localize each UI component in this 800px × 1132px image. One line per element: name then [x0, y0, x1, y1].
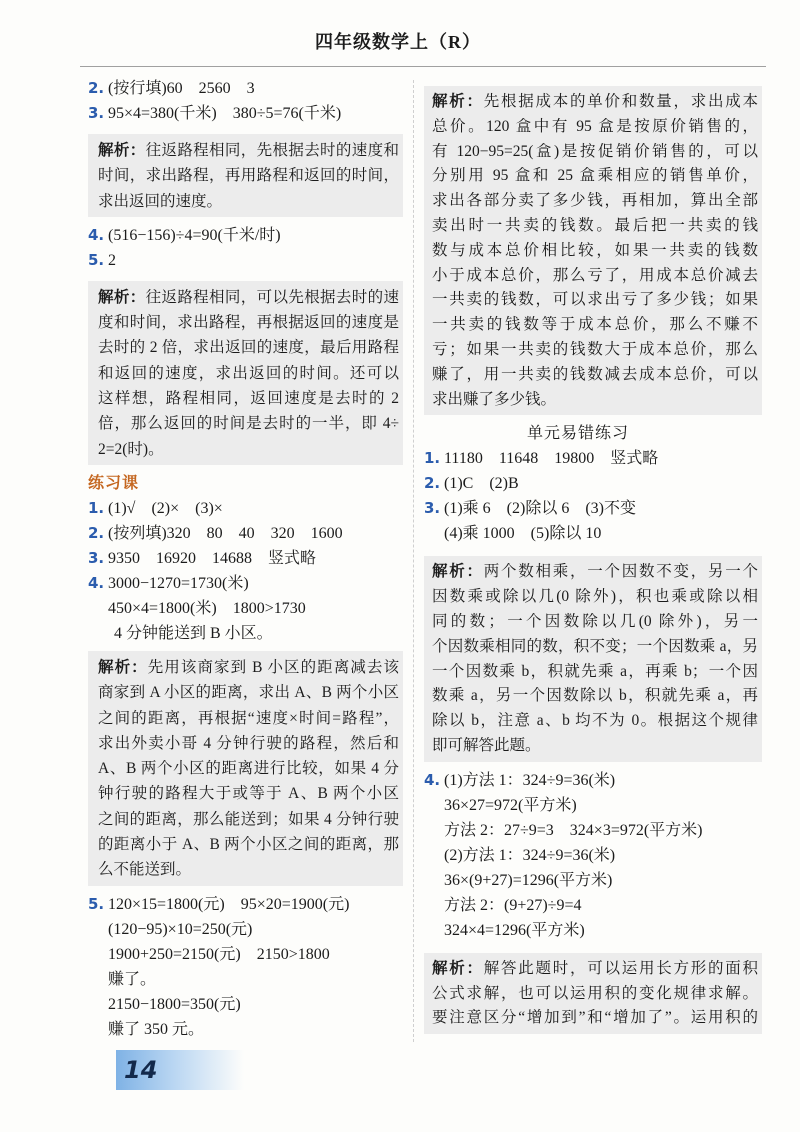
- analysis-text: 往返路程相同，先根据去时的速度和: [145, 142, 399, 159]
- analysis-line: 度和时间，求出路程，再根据返回的速度是: [98, 314, 399, 332]
- answer-text: 2: [108, 251, 116, 269]
- answer-line: 450×4=1800(米) 1800>1730: [108, 599, 306, 617]
- answer-item: [88, 571, 403, 596]
- answer-item: [88, 521, 403, 546]
- analysis-line: [432, 90, 758, 115]
- answer-number: 3.: [88, 548, 105, 567]
- answer-line: 1900+250=2150(元) 2150>1800: [108, 945, 330, 963]
- left-column: [88, 76, 403, 1042]
- answer-number: 4.: [88, 225, 105, 244]
- answer-number: 4.: [424, 770, 441, 789]
- analysis-line: 求出外卖小哥 4 分钟行驶的路程，然后和: [98, 734, 399, 752]
- answer-line: 36×(9+27)=1296(平方米): [444, 871, 613, 889]
- analysis-line: [432, 957, 758, 982]
- analysis-line: 去时的 2 倍，求出返回的速度，最后用路程: [98, 339, 399, 357]
- analysis-line: 钟行驶的路程大于或等于 A、B 两个小区: [98, 785, 399, 803]
- answer-item: [88, 101, 403, 126]
- answer-text: (1)C (2)B: [444, 475, 519, 493]
- page-number-badge: [116, 1050, 244, 1090]
- analysis-box: [424, 86, 762, 415]
- answer-text: (1)√ (2)× (3)×: [108, 499, 223, 517]
- analysis-line: [98, 655, 399, 680]
- section-title-practice: 练习课: [88, 474, 140, 492]
- answer-number: 2.: [88, 523, 105, 542]
- answer-text: 11180 11648 19800 竖式略: [444, 450, 659, 468]
- header-rule: [80, 66, 766, 67]
- answer-text: (按列填)320 80 40 320 1600: [108, 524, 343, 542]
- answer-item: [88, 76, 403, 101]
- answer-text: 9350 16920 14688 竖式略: [108, 549, 317, 567]
- analysis-line: 商家到 A 小区的距离，求出 A、B 两个小区: [98, 684, 399, 702]
- answer-text: (1)方法 1：324÷9=36(米): [444, 771, 616, 789]
- analysis-box: [88, 281, 403, 465]
- analysis-line: 小于成本总价，那么亏了，用成本总价减去: [432, 266, 758, 284]
- analysis-line: 赚了，用一共卖的钱数减去成本总价，可以: [432, 365, 758, 383]
- answer-line: (4)乘 1000 (5)除以 10: [444, 525, 602, 543]
- answer-item: [424, 471, 762, 496]
- analysis-line: 一共卖的钱数，可以求出亏了多少钱；如果: [432, 291, 758, 309]
- answer-text: (516−156)÷4=90(千米/时): [108, 226, 281, 244]
- page-number: 14: [124, 1056, 158, 1084]
- answer-number: 3.: [88, 104, 105, 122]
- answer-item: [424, 446, 762, 471]
- answer-line: 赚了。: [108, 970, 157, 988]
- answer-line: 赚了 350 元。: [108, 1020, 205, 1038]
- analysis-box: [88, 651, 403, 886]
- analysis-line: 求出赚了多少钱。: [432, 390, 557, 408]
- page-header-title: 四年级数学上（R）: [315, 32, 481, 52]
- analysis-box: [424, 556, 762, 761]
- analysis-line: 之间的距离，那么能送到；如果 4 分钟行驶: [98, 810, 399, 828]
- answer-line: 方法 2：(9+27)÷9=4: [444, 896, 582, 914]
- answer-number: 5.: [88, 894, 105, 913]
- analysis-label: 解析：: [432, 959, 484, 977]
- answer-text: (按行填)60 2560 3: [108, 80, 255, 97]
- analysis-line: 之间的距离，再根据“速度×时间=路程”，: [98, 709, 399, 727]
- answer-line: 36×27=972(平方米): [444, 796, 577, 814]
- analysis-label: 解析：: [98, 658, 148, 676]
- analysis-line: 同的数；一个因数除以几(0 除外)，另一: [432, 612, 758, 630]
- answer-number: 2.: [424, 474, 441, 493]
- analysis-line: 因数乘或除以几(0 除外)，积也乘或除以相: [432, 588, 758, 606]
- answer-item: [88, 546, 403, 571]
- column-divider: [413, 80, 414, 1042]
- analysis-line: 总价。120 盒中有 95 盒是按原价销售的，: [432, 117, 758, 135]
- analysis-line: 有 120−95=25(盒)是按促销价销售的，可以: [432, 142, 758, 160]
- analysis-line: 公式求解，也可以运用积的变化规律求解。: [432, 984, 758, 1002]
- answer-item: [424, 768, 762, 793]
- analysis-line: 个因数乘相同的数，积不变；一个因数乘 a，另: [432, 637, 758, 655]
- analysis-box: [424, 953, 762, 1034]
- analysis-box: [88, 134, 403, 217]
- answer-text: 3000−1270=1730(米): [108, 574, 249, 592]
- answer-number: 3.: [424, 499, 441, 518]
- analysis-line: 这样想，路程相同，返回速度是去时的 2: [98, 390, 399, 408]
- analysis-line: 卖出时一共卖的钱数。最后把一共卖的钱: [432, 216, 758, 234]
- answer-number: 1.: [424, 449, 441, 468]
- answer-line: (120−95)×10=250(元): [108, 920, 253, 938]
- analysis-text: 往返路程相同，可以先根据去时的速: [145, 288, 399, 306]
- analysis-line: 要注意区分“增加到”和“增加了”。运用积的: [432, 1009, 758, 1027]
- analysis-line: 求出各部分卖了多少钱，再相加，算出全部: [432, 192, 758, 210]
- answer-line: (2)方法 1：324÷9=36(米): [444, 846, 616, 864]
- analysis-line: 么不能送到。: [98, 861, 192, 879]
- analysis-label: 解析：: [432, 563, 484, 581]
- analysis-line: 亏；如果一共卖的钱数大于成本总价，那么: [432, 340, 758, 358]
- answer-item: [88, 248, 403, 273]
- analysis-line: 时间，求出路程，再用路程和返回的时间，: [98, 167, 399, 185]
- analysis-line: A、B 两个小区的距离进行比较，如果 4 分: [98, 760, 399, 778]
- analysis-line: 倍，那么返回的时间是去时的一半，即 4÷: [98, 415, 399, 433]
- analysis-label: 解析：: [432, 93, 484, 110]
- answer-number: 1.: [88, 498, 105, 517]
- analysis-line: 和返回的速度，求出返回的时间。还可以: [98, 364, 399, 382]
- analysis-line: 一共卖的钱数等于成本总价，那么不赚不: [432, 316, 758, 334]
- answer-item: [88, 892, 403, 917]
- answer-number: 4.: [88, 573, 105, 592]
- answer-line: 2150−1800=350(元): [108, 995, 241, 1013]
- section-title-unit-errors: 单元易错练习: [527, 425, 630, 443]
- analysis-line: 一个因数乘 b，积就先乘 a，再乘 b；一个因: [432, 662, 758, 680]
- analysis-line: 的距离小于 A、B 两个小区之间的距离，那: [98, 836, 399, 854]
- analysis-text: 先根据成本的单价和数量，求出成本: [483, 93, 758, 110]
- analysis-line: [98, 138, 399, 163]
- analysis-line: 即可解答此题。: [432, 736, 541, 754]
- answer-item: [424, 496, 762, 521]
- answer-line: 方法 2：27÷9=3 324×3=972(平方米): [444, 821, 703, 839]
- answer-item: [88, 496, 403, 521]
- analysis-label: 解析：: [98, 142, 146, 159]
- analysis-line: 2=2(时)。: [98, 440, 164, 458]
- analysis-line: 数乘 a，另一个因数除以 b，积就先乘 a，再: [432, 687, 758, 705]
- answer-number: 2.: [88, 79, 105, 97]
- answer-item: [88, 223, 403, 248]
- answer-line: 4 分钟能送到 B 小区。: [114, 624, 273, 642]
- answer-number: 5.: [88, 250, 105, 269]
- analysis-line: 求出返回的速度。: [98, 192, 223, 210]
- analysis-text: 解答此题时，可以运用长方形的面积: [483, 959, 758, 977]
- analysis-line: 分别用 95 盒和 25 盒乘相应的销售单价，: [432, 167, 758, 185]
- analysis-line: 数与成本总价相比较，如果一共卖的钱数: [432, 241, 758, 259]
- answer-text: 120×15=1800(元) 95×20=1900(元): [108, 895, 350, 913]
- analysis-line: [432, 560, 758, 585]
- analysis-text: 两个数相乘，一个因数不变，另一个: [483, 563, 758, 581]
- answer-text: (1)乘 6 (2)除以 6 (3)不变: [444, 500, 636, 518]
- analysis-label: 解析：: [98, 288, 146, 306]
- right-column: [424, 80, 762, 1040]
- answer-line: 324×4=1296(平方米): [444, 921, 585, 939]
- analysis-line: 除以 b，注意 a、b 均不为 0。根据这个规律: [432, 712, 758, 730]
- analysis-text: 先用该商家到 B 小区的距离减去该: [147, 658, 399, 676]
- answer-text: 95×4=380(千米) 380÷5=76(千米): [108, 105, 342, 122]
- analysis-line: [98, 285, 399, 310]
